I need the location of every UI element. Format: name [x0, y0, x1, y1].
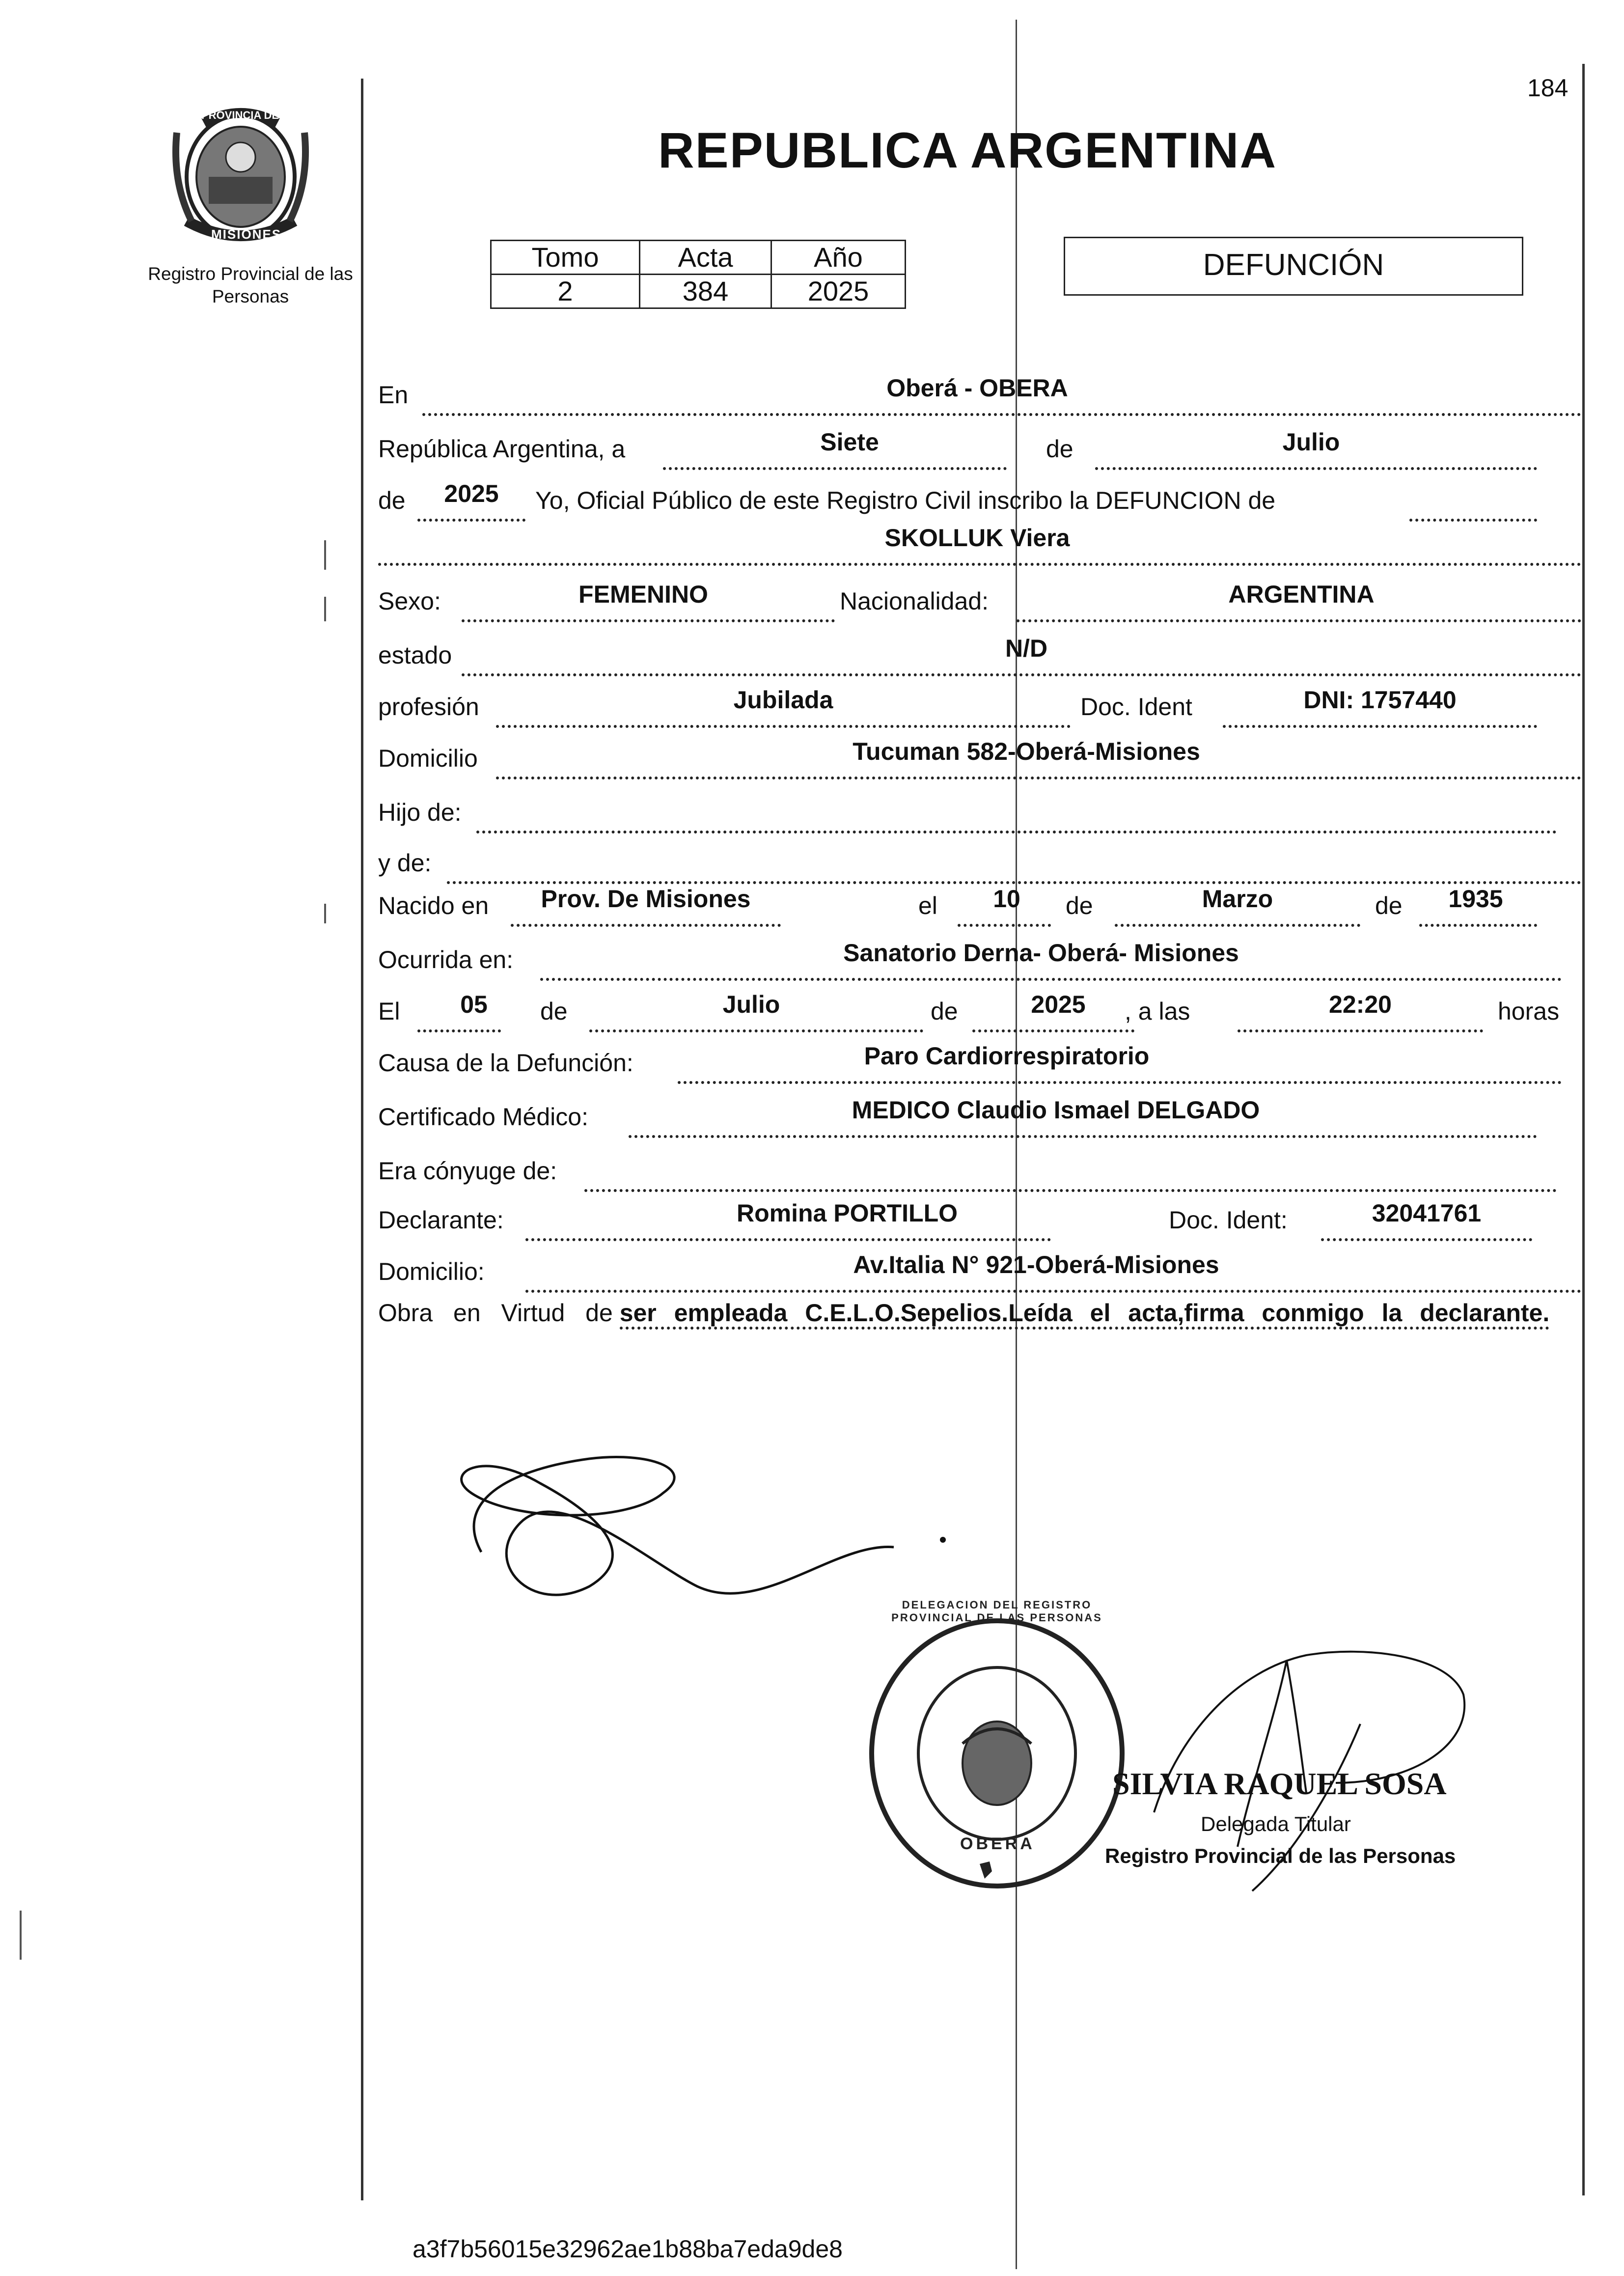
row-hijo [378, 798, 1586, 837]
row-certificado [378, 1096, 1586, 1142]
stamp-center-text: OBERA [960, 1834, 1035, 1853]
domicilio2-label: Domicilio: [378, 1258, 485, 1285]
en-value: Oberá - OBERA [886, 374, 1068, 402]
signatory-org: Registro Provincial de las Personas [1105, 1844, 1456, 1867]
row-obra [378, 1297, 1586, 1329]
page-number: 184 [1527, 74, 1569, 102]
row-oficial [378, 480, 1586, 526]
signatory-name: SILVIA RAQUEL SOSA [1112, 1766, 1447, 1801]
profesion-value: Jubilada [733, 686, 833, 714]
row-causa [378, 1042, 1586, 1088]
row-domicilio-declarante [378, 1251, 1586, 1297]
scan-mark [324, 540, 326, 570]
deceased-name: SKOLLUK Viera [884, 524, 1070, 552]
nacionalidad-label: Nacionalidad: [840, 587, 989, 615]
row-declarante [378, 1199, 1586, 1245]
el-label: el [918, 892, 937, 919]
oficial-text: Yo, Oficial Público de este Registro Civil inscribo la DEFUNCION de [535, 487, 1276, 514]
conyuge-label: Era cónyuge de: [378, 1157, 557, 1185]
birth-de1: de [1066, 892, 1093, 919]
stamp-ring-text: DELEGACION DEL REGISTRO PROVINCIAL DE LAS PERSONAS [891, 1599, 1102, 1624]
row-sexo [378, 581, 1586, 626]
hijo-label: Hijo de: [378, 799, 462, 826]
value-tomo: 2 [491, 275, 640, 308]
doc2-value: 32041761 [1372, 1199, 1482, 1227]
alas-label: , a las [1125, 998, 1190, 1025]
row-estado [378, 635, 1586, 680]
de-label: de [1046, 435, 1073, 463]
causa-value: Paro Cardiorrespiratorio [864, 1042, 1150, 1070]
declarante-label: Declarante: [378, 1206, 504, 1234]
header-ano: Año [771, 241, 906, 275]
seal-text-top: PROVINCIA DE [201, 109, 279, 121]
row-profesion [378, 686, 1586, 732]
domicilio2-value: Av.Italia N° 921-Oberá-Misiones [853, 1251, 1219, 1278]
certificado-label: Certificado Médico: [378, 1103, 588, 1131]
value-ano: 2025 [771, 275, 906, 308]
row-nacido [378, 885, 1586, 931]
death-day-line [417, 999, 501, 1032]
value-acta: 384 [640, 275, 771, 308]
row-en [378, 374, 1586, 420]
doc-value: DNI: 1757440 [1303, 686, 1457, 714]
year-prefix: de [378, 487, 406, 514]
row-conyuge [378, 1157, 1586, 1196]
row-yde [378, 849, 1586, 888]
oficial-line [1409, 488, 1537, 522]
page-title: REPUBLICA ARGENTINA [658, 122, 1277, 178]
sexo-label: Sexo: [378, 587, 441, 615]
left-margin-line [361, 79, 363, 2200]
ocurrida-label: Ocurrida en: [378, 946, 514, 973]
obra-label: Obra en Virtud de [378, 1299, 613, 1327]
declarante-value: Romina PORTILLO [737, 1199, 958, 1227]
estado-label: estado [378, 641, 452, 669]
day-value: Siete [820, 428, 879, 456]
document-type-box: DEFUNCIÓN [1064, 237, 1523, 296]
hijo-line [476, 800, 1557, 833]
birth-year: 1935 [1448, 885, 1503, 913]
birth-day: 10 [993, 885, 1020, 913]
year-value: 2025 [444, 480, 499, 507]
domicilio-value: Tucuman 582-Oberá-Misiones [853, 738, 1200, 765]
republica-label: República Argentina, a [378, 435, 626, 463]
profesion-label: profesión [378, 693, 479, 721]
causa-label: Causa de la Defunción: [378, 1049, 633, 1077]
horas-label: horas [1498, 998, 1560, 1025]
row-fecha [378, 428, 1586, 474]
certificado-value: MEDICO Claudio Ismael DELGADO [852, 1096, 1260, 1124]
el2-label: El [378, 998, 400, 1025]
doc-label: Doc. Ident [1080, 693, 1192, 721]
death-de1: de [540, 998, 568, 1025]
death-year: 2025 [1031, 991, 1086, 1018]
registry-table [490, 240, 906, 309]
document-hash: a3f7b56015e32962ae1b88ba7eda9de8 [413, 2235, 843, 2263]
scan-mark [324, 904, 326, 923]
row-domicilio [378, 738, 1586, 783]
conyuge-line [584, 1159, 1557, 1192]
birth-de2: de [1375, 892, 1403, 919]
death-day: 05 [460, 991, 488, 1018]
row-fecha-defuncion [378, 991, 1586, 1036]
row-ocurrida [378, 939, 1586, 985]
death-de2: de [931, 998, 958, 1025]
seal-caption: Registro Provincial de las Personas [148, 264, 353, 306]
estado-value: N/D [1005, 635, 1048, 662]
scan-mark [20, 1911, 22, 1960]
death-month: Julio [722, 991, 780, 1018]
domicilio-label: Domicilio [378, 745, 478, 772]
header-acta: Acta [640, 241, 771, 275]
en-label: En [378, 381, 409, 409]
header-tomo: Tomo [491, 241, 640, 275]
seal-text-bottom: MISIONES [211, 227, 282, 242]
birth-month: Marzo [1202, 885, 1273, 913]
yde-line [447, 851, 1581, 884]
row-deceased [378, 524, 1586, 570]
signatory-role: Delegada Titular [1201, 1812, 1351, 1835]
death-time: 22:20 [1329, 991, 1392, 1018]
obra-value: ser empleada C.E.L.O.Sepelios.Leída el acta,firma conmigo la declarante. [620, 1299, 1550, 1330]
ocurrida-value: Sanatorio Derna- Oberá- Misiones [843, 939, 1239, 967]
yde-label: y de: [378, 849, 432, 877]
nacionalidad-value: ARGENTINA [1228, 581, 1375, 608]
scan-mark [324, 597, 326, 621]
sexo-value: FEMENINO [578, 581, 708, 608]
center-fold-line [1016, 20, 1017, 2269]
doc2-label: Doc. Ident: [1169, 1206, 1288, 1234]
nacido-value: Prov. De Misiones [541, 885, 751, 913]
month-value: Julio [1282, 428, 1340, 456]
nacido-label: Nacido en [378, 892, 489, 919]
